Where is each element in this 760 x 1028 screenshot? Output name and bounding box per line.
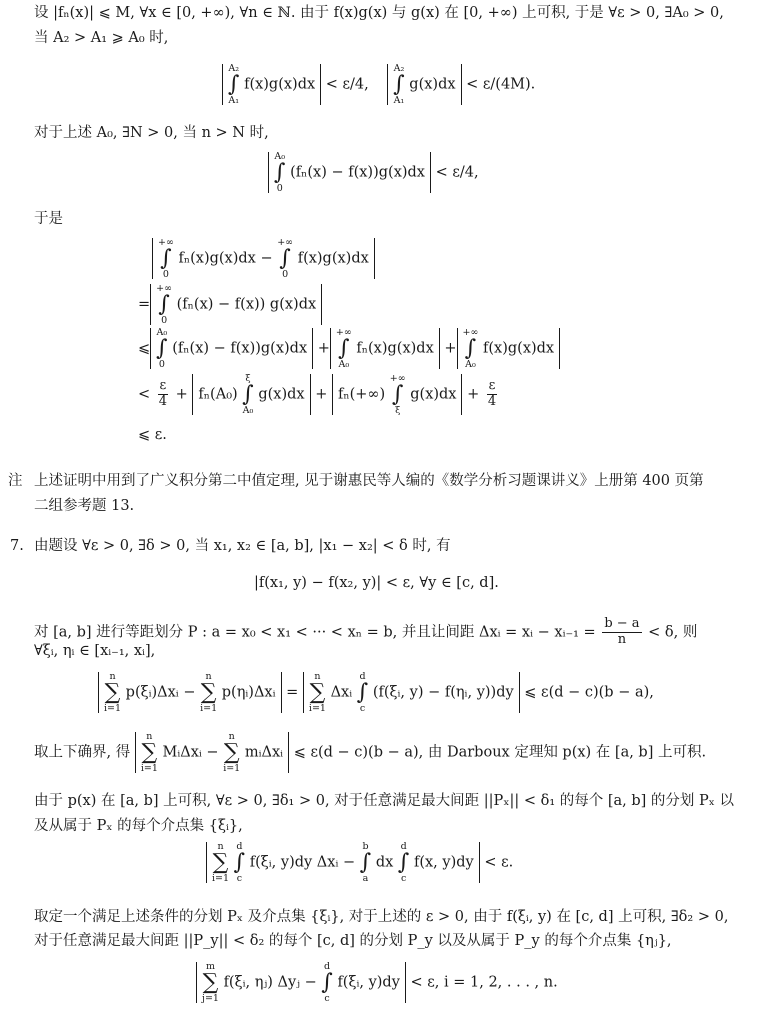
abs-value bbox=[206, 842, 480, 883]
integrand: g(x)dx bbox=[409, 76, 456, 93]
text-line: 对于任意满足最大间距 ||P_y|| < δ₂ 的每个 [c, d] 的分划 P_y 以及从属于 P_y 的每个介点集 {ηⱼ}, bbox=[34, 933, 672, 949]
text-line: 当 A₂ > A₁ ⩾ A₀ 时, bbox=[34, 30, 169, 46]
term: p(ξᵢ)Δxᵢ − bbox=[125, 684, 196, 701]
sum-sign: n ∑ i=1 bbox=[308, 671, 326, 714]
text-line: 取定一个满足上述条件的分划 Pₓ 及介点集 {ξᵢ}, 对于上述的 ε > 0, 由于 f(ξᵢ, y) 在 [c, d] 上可积, ∃δ₂ > 0, bbox=[34, 909, 729, 925]
integral-sign: A₂ ∫ A₁ bbox=[228, 63, 240, 106]
integrand: (fₙ(x) − f(x))g(x)dx bbox=[172, 340, 308, 357]
integral-sign: +∞ ∫ A₀ bbox=[335, 327, 352, 370]
integral-sign: ξ ∫ A₀ bbox=[242, 373, 254, 416]
sum-sign: m ∑ j=1 bbox=[202, 961, 219, 1004]
text-fragment: ⩽ ε(d − c)(b − a), 由 Darboux 定理知 p(x) 在 [a, b] 上可积. bbox=[293, 744, 707, 761]
sum-sign: n ∑ i=1 bbox=[223, 731, 241, 774]
abs-value bbox=[387, 64, 461, 105]
sum-sign: n ∑ i=1 bbox=[200, 671, 218, 714]
abs-value bbox=[457, 328, 561, 369]
integral-sign: d ∫ c bbox=[321, 961, 333, 1004]
term: mᵢΔxᵢ bbox=[244, 744, 284, 761]
term: f(ξᵢ, ηⱼ) Δyⱼ − bbox=[223, 974, 317, 991]
fraction: $\frac{\varepsilon}{4}$ bbox=[487, 378, 497, 409]
equation-1 bbox=[222, 64, 535, 105]
integrand: f(x)g(x)dx bbox=[297, 250, 369, 267]
abs-value bbox=[268, 152, 431, 193]
equation-2 bbox=[268, 152, 479, 193]
integrand: f(ξᵢ, y)dy bbox=[337, 974, 400, 991]
text-fragment: 对 [a, b] 进行等距划分 P : a = x₀ < x₁ < ··· < xₙ = b, 并且让间距 Δxᵢ = xᵢ − xᵢ₋₁ = bbox=[34, 624, 596, 641]
integrand: f(x)g(x)dx bbox=[483, 340, 555, 357]
integrand: (f(ξᵢ, y) − f(ηᵢ, y))dy bbox=[372, 684, 514, 701]
integral-sign: A₀ ∫ 0 bbox=[156, 327, 168, 370]
chain-line-5: ⩽ ε. bbox=[138, 427, 167, 443]
text-fragment: 取上下确界, 得 bbox=[34, 744, 131, 761]
sum-sign: n ∑ i=1 bbox=[212, 841, 230, 884]
term: p(ηᵢ)Δxᵢ bbox=[221, 684, 276, 701]
equation-rhs: < ε/4, bbox=[435, 164, 479, 181]
equation-3: |f(x₁, y) − f(x₂, y)| < ε, ∀y ∈ [c, d]. bbox=[254, 575, 499, 591]
equation-4: n ∑ i=1 p(ξᵢ)Δxᵢ − n ∑ i=1 p(ηᵢ)Δxᵢ = n ∑ i=1 Δxᵢ d ∫ c (f(ξᵢ, y) − f(ηᵢ, y))dy ⩽ ε(d − c)(b − a), bbox=[98, 672, 654, 713]
abs-value bbox=[98, 672, 282, 713]
integral-sign: +∞ ∫ A₀ bbox=[462, 327, 479, 370]
integral-sign: d ∫ c bbox=[356, 671, 369, 714]
abs-value bbox=[332, 374, 463, 415]
integral-sign: d ∫ c bbox=[233, 841, 246, 884]
abs-value bbox=[303, 672, 520, 713]
integrand: fₙ(x)g(x)dx bbox=[356, 340, 434, 357]
text-line: 上述证明中用到了广义积分第二中值定理, 见于谢惠民等人编的《数学分析习题课讲义》上册第 400 页第 bbox=[34, 473, 704, 489]
equation-rhs: ⩽ ε(d − c)(b − a), bbox=[524, 684, 654, 701]
equation-5 bbox=[206, 842, 513, 883]
equation-rhs: < ε/4, bbox=[325, 76, 369, 93]
abs-value bbox=[330, 328, 440, 369]
integrand: f(x, y)dy bbox=[413, 854, 474, 871]
integrand: g(x)dx bbox=[258, 386, 305, 403]
text-line bbox=[34, 732, 730, 773]
abs-value bbox=[135, 732, 289, 773]
abs-value bbox=[150, 284, 322, 325]
sum-sign: n ∑ i=1 bbox=[140, 731, 158, 774]
text-line: 及从属于 Pₓ 的每个介点集 {ξᵢ}, bbox=[34, 818, 243, 834]
equation-rhs: < ε, i = 1, 2, . . . , n. bbox=[410, 974, 558, 991]
text-line: 由题设 ∀ε > 0, ∃δ > 0, 当 x₁, x₂ ∈ [a, b], |x₁ − x₂| < δ 时, 有 bbox=[34, 538, 451, 554]
chain-line-1 bbox=[152, 238, 375, 279]
fraction: $\frac{\varepsilon}{4}$ bbox=[158, 378, 168, 409]
integral-sign: +∞ ∫ 0 bbox=[277, 237, 294, 280]
equation-rhs: < ε/(4M). bbox=[466, 76, 536, 93]
integrand: fₙ(x)g(x)dx − bbox=[178, 250, 273, 267]
integral-sign: A₂ ∫ A₁ bbox=[393, 63, 405, 106]
fraction-numerator: b − a bbox=[604, 616, 640, 631]
equation-6 bbox=[196, 962, 558, 1003]
integrand: g(x)dx bbox=[410, 386, 457, 403]
integral-sign: +∞ ∫ 0 bbox=[158, 237, 174, 280]
integrand: dx bbox=[375, 854, 394, 871]
chain-line-3: ⩽ A₀ ∫ 0 (fₙ(x) − f(x))g(x)dx + +∞ ∫ A₀ fₙ(x)g(x)dx + +∞ ∫ A₀ f(x)g(x)dx bbox=[138, 328, 560, 369]
integrand: f(ξᵢ, y)dy Δxᵢ − bbox=[249, 854, 356, 871]
abs-value bbox=[150, 328, 313, 369]
abs-value bbox=[152, 238, 375, 279]
text-line: 对于上述 A₀, ∃N > 0, 当 n > N 时, bbox=[34, 125, 269, 141]
text-line: 于是 bbox=[34, 211, 63, 227]
abs-value bbox=[196, 962, 406, 1003]
chain-line-2: = +∞ ∫ 0 (fₙ(x) − f(x)) g(x)dx bbox=[138, 284, 322, 325]
factor: fₙ(+∞) bbox=[337, 386, 386, 403]
text-line: 由于 p(x) 在 [a, b] 上可积, ∀ε > 0, ∃δ₁ > 0, 对于任意满足最大间距 ||Pₓ|| < δ₁ 的每个 [a, b] 的分划 Pₓ 以 bbox=[34, 793, 735, 809]
text-line: 设 |fₙ(x)| ⩽ M, ∀x ∈ [0, +∞), ∀n ∈ ℕ. 由于 f(x)g(x) 与 g(x) 在 [0, +∞) 上可积, 于是 ∀ε > 0, ∃A₀ > 0, bbox=[34, 5, 724, 21]
term: Δxᵢ bbox=[330, 684, 353, 701]
integral-sign: A₀ ∫ 0 bbox=[274, 151, 286, 194]
sum-sign: n ∑ i=1 bbox=[104, 671, 122, 714]
abs-value bbox=[192, 374, 310, 415]
abs-value bbox=[222, 64, 321, 105]
equation-rhs: < ε. bbox=[484, 854, 514, 871]
integrand: (fₙ(x) − f(x))g(x)dx bbox=[290, 164, 425, 181]
integrand: (fₙ(x) − f(x)) g(x)dx bbox=[176, 296, 317, 313]
integral-sign: +∞ ∫ ξ bbox=[389, 373, 406, 416]
integrand: f(x)g(x)dx bbox=[244, 76, 316, 93]
text-fragment: < δ, 则 bbox=[648, 624, 698, 641]
note-mark: 注 bbox=[8, 473, 23, 489]
chain-line-4: < $\frac{\varepsilon}{4}$ + fₙ(A₀) ξ ∫ A₀ g(x)dx + fₙ(+∞) +∞ ∫ ξ g(x)dx + $\frac{\varepsilon}{4}$ bbox=[138, 373, 497, 416]
text-line: ∀ξᵢ, ηᵢ ∈ [xᵢ₋₁, xᵢ], bbox=[34, 643, 156, 659]
text-line: 二组参考题 13. bbox=[34, 498, 135, 514]
fraction-denominator: n bbox=[617, 631, 627, 647]
integral-sign: d ∫ c bbox=[397, 841, 410, 884]
integral-sign: b ∫ a bbox=[359, 841, 372, 884]
factor: fₙ(A₀) bbox=[198, 386, 238, 403]
problem-number: 7. bbox=[10, 538, 24, 554]
integral-sign: +∞ ∫ 0 bbox=[156, 283, 173, 326]
term: MᵢΔxᵢ − bbox=[162, 744, 219, 761]
